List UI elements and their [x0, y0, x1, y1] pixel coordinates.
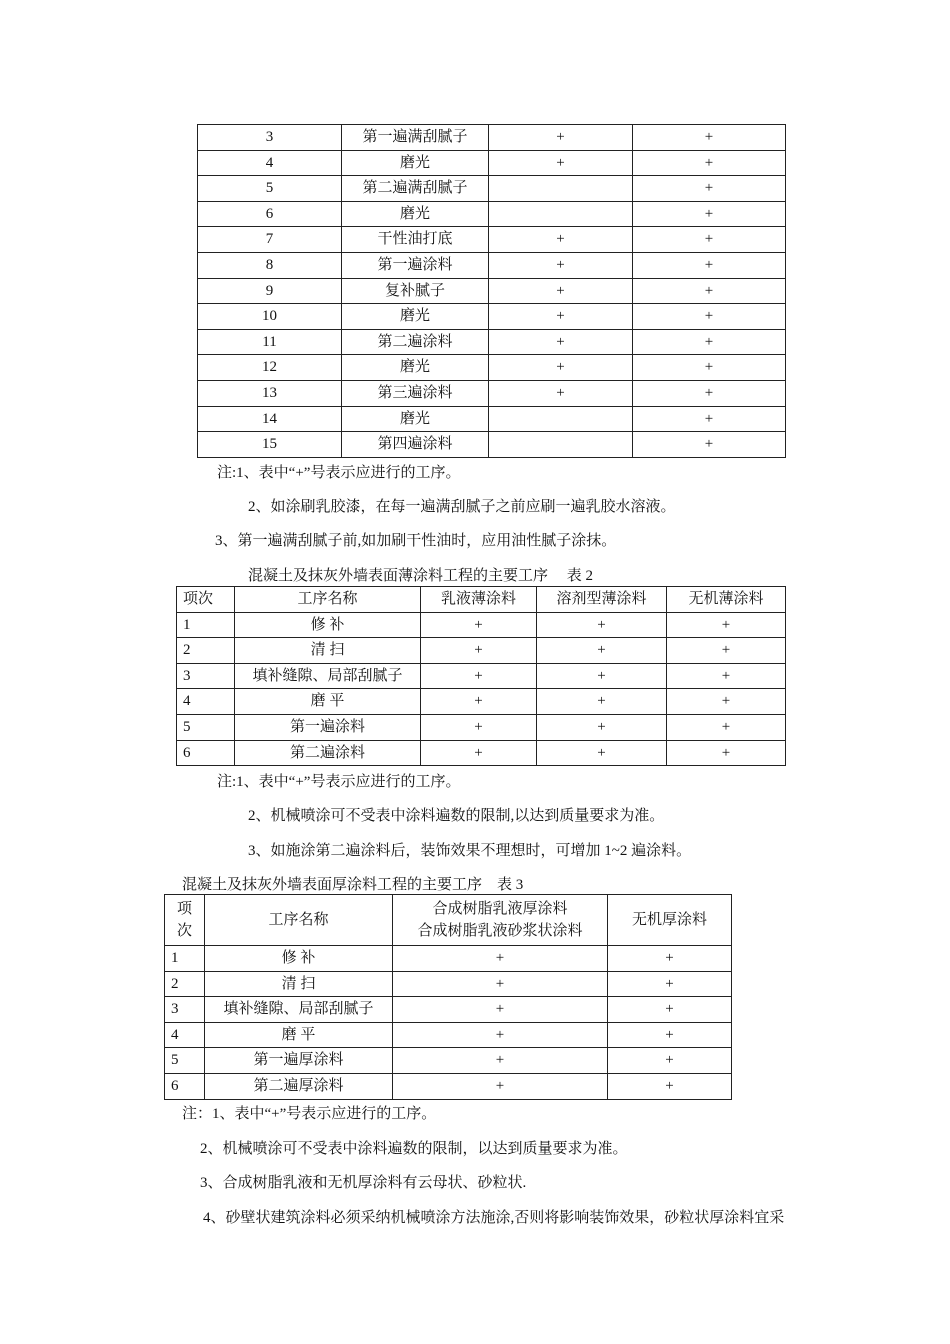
table3-note-3: 3、合成树脂乳液和无机厚涂料有云母状、砂粒状.: [200, 1175, 527, 1191]
table3-header-inorganic: 无机厚涂料: [608, 895, 732, 946]
table-cell: +: [393, 1073, 608, 1099]
table-cell: [489, 176, 633, 202]
table-cell: 第二遍满刮腻子: [342, 176, 489, 202]
table-cell: +: [421, 714, 537, 740]
table-cell: +: [489, 227, 633, 253]
table-cell: +: [667, 714, 786, 740]
table-cell: 5: [165, 1048, 205, 1074]
table-cell: +: [393, 946, 608, 972]
table-row: [177, 740, 786, 766]
table-row: [198, 380, 786, 406]
table3-header-index-line2: 次: [176, 923, 192, 939]
table-cell: +: [633, 201, 786, 227]
table-cell: 4: [177, 689, 235, 715]
table-cell: +: [489, 252, 633, 278]
table-cell: 填补缝隙、局部刮腻子: [235, 663, 421, 689]
table-cell: 干性油打底: [342, 227, 489, 253]
table-cell: +: [633, 329, 786, 355]
table-cell: +: [667, 612, 786, 638]
table-cell: [489, 201, 633, 227]
table-cell: +: [537, 714, 667, 740]
table-cell: 3: [198, 125, 342, 151]
table-1: [197, 124, 786, 458]
table-cell: +: [667, 663, 786, 689]
table-cell: +: [633, 432, 786, 458]
table-cell: +: [633, 252, 786, 278]
table3-header-resin-line2: 合成树脂乳液砂浆状涂料: [417, 923, 583, 939]
table-2: [176, 586, 786, 766]
table-row: [198, 432, 786, 458]
table-row: [177, 689, 786, 715]
table-cell: +: [489, 355, 633, 381]
table-cell: +: [489, 304, 633, 330]
table3-header-resin: [393, 895, 608, 946]
table-cell: [489, 406, 633, 432]
table1-note-1: 注:1、表中“+”号表示应进行的工序。: [217, 465, 461, 481]
table-row: [198, 278, 786, 304]
table-cell: 磨光: [342, 304, 489, 330]
table-cell: 5: [198, 176, 342, 202]
table-cell: +: [633, 125, 786, 151]
table-cell: 第四遍涂料: [342, 432, 489, 458]
table-cell: +: [393, 997, 608, 1023]
table-cell: 磨光: [342, 355, 489, 381]
table3-note-1: 注：1、表中“+”号表示应进行的工序。: [182, 1106, 437, 1122]
table-cell: 第二遍厚涂料: [205, 1073, 393, 1099]
table-cell: 1: [177, 612, 235, 638]
table-cell: +: [608, 1073, 732, 1099]
table-cell: 第一遍涂料: [235, 714, 421, 740]
table-cell: +: [421, 689, 537, 715]
table-cell: 4: [198, 150, 342, 176]
table-cell: +: [421, 638, 537, 664]
table2-header-row: [177, 587, 786, 613]
table-cell: +: [489, 329, 633, 355]
table-cell: 6: [165, 1073, 205, 1099]
table-row: [165, 946, 732, 972]
table-cell: 11: [198, 329, 342, 355]
table-cell: 修 补: [235, 612, 421, 638]
table2-header-emulsion: 乳液薄涂料: [421, 587, 537, 613]
table-cell: +: [633, 355, 786, 381]
table-cell: 清 扫: [205, 971, 393, 997]
table-row: [198, 125, 786, 151]
table-cell: +: [667, 689, 786, 715]
table1-note-3: 3、第一遍满刮腻子前,如加刷干性油时，应用油性腻子涂抹。: [215, 533, 617, 549]
table-cell: 第一遍涂料: [342, 252, 489, 278]
table-row: [198, 355, 786, 381]
table-cell: 5: [177, 714, 235, 740]
table-row: [177, 663, 786, 689]
table-cell: +: [393, 971, 608, 997]
table-row: [198, 252, 786, 278]
table-cell: 复补腻子: [342, 278, 489, 304]
table-cell: +: [393, 1048, 608, 1074]
table-cell: 7: [198, 227, 342, 253]
table-3: [164, 894, 732, 1100]
table-row: [165, 971, 732, 997]
table-cell: 8: [198, 252, 342, 278]
table3-note-4: 4、砂壁状建筑涂料必须采纳机械喷涂方法施涂,否则将影响装饰效果，砂粒状厚涂料宜采: [203, 1210, 785, 1226]
table-cell: 磨 平: [205, 1022, 393, 1048]
table-cell: +: [421, 740, 537, 766]
table-cell: 12: [198, 355, 342, 381]
table-row: [177, 714, 786, 740]
table-row: [165, 1073, 732, 1099]
table-cell: 第二遍涂料: [342, 329, 489, 355]
table2-note-2: 2、机械喷涂可不受表中涂料遍数的限制,以达到质量要求为准。: [248, 808, 665, 824]
table2-header-step: 工序名称: [235, 587, 421, 613]
table3-header-index: [165, 895, 205, 946]
table-cell: +: [537, 612, 667, 638]
table-row: [198, 201, 786, 227]
table-cell: +: [633, 304, 786, 330]
table-cell: +: [608, 997, 732, 1023]
table-row: [198, 150, 786, 176]
table-cell: 清 扫: [235, 638, 421, 664]
table-cell: 第三遍涂料: [342, 380, 489, 406]
table-cell: 3: [177, 663, 235, 689]
table-cell: 2: [177, 638, 235, 664]
table3-header-step: 工序名称: [205, 895, 393, 946]
table-cell: 第一遍厚涂料: [205, 1048, 393, 1074]
table-cell: +: [421, 663, 537, 689]
table-cell: +: [608, 971, 732, 997]
table-cell: 10: [198, 304, 342, 330]
table-cell: +: [667, 638, 786, 664]
table-cell: 磨光: [342, 150, 489, 176]
table-cell: 4: [165, 1022, 205, 1048]
table-cell: 15: [198, 432, 342, 458]
table-cell: +: [633, 150, 786, 176]
table3-note-2: 2、机械喷涂可不受表中涂料遍数的限制，以达到质量要求为准。: [200, 1141, 628, 1157]
table-cell: 修 补: [205, 946, 393, 972]
table3-caption: 混凝土及抹灰外墙表面厚涂料工程的主要工序 表 3: [182, 877, 524, 893]
table-cell: +: [633, 380, 786, 406]
table-cell: 磨 平: [235, 689, 421, 715]
table3-header-resin-line1: 合成树脂乳液厚涂料: [432, 900, 568, 917]
table-cell: +: [633, 406, 786, 432]
table-cell: +: [537, 663, 667, 689]
table2-note-1: 注:1、表中“+”号表示应进行的工序。: [217, 774, 461, 790]
table-cell: [489, 432, 633, 458]
table-cell: +: [489, 125, 633, 151]
table2-header-inorganic: 无机薄涂料: [667, 587, 786, 613]
table-cell: +: [489, 278, 633, 304]
table-row: [177, 638, 786, 664]
table-cell: 9: [198, 278, 342, 304]
table-cell: 磨光: [342, 406, 489, 432]
table-row: [165, 1048, 732, 1074]
table-cell: +: [421, 612, 537, 638]
table-cell: 第二遍涂料: [235, 740, 421, 766]
table-row: [198, 227, 786, 253]
table-cell: +: [608, 946, 732, 972]
table-cell: 2: [165, 971, 205, 997]
table-cell: +: [489, 380, 633, 406]
table-cell: 磨光: [342, 201, 489, 227]
table-cell: +: [537, 638, 667, 664]
table2-header-solvent: 溶剂型薄涂料: [537, 587, 667, 613]
table-cell: 1: [165, 946, 205, 972]
table-cell: +: [608, 1048, 732, 1074]
table-cell: +: [489, 150, 633, 176]
table-cell: 14: [198, 406, 342, 432]
table-cell: 6: [177, 740, 235, 766]
table-cell: +: [667, 740, 786, 766]
table-cell: +: [537, 689, 667, 715]
table-cell: 6: [198, 201, 342, 227]
table-row: [198, 176, 786, 202]
table-cell: 13: [198, 380, 342, 406]
table-row: [198, 304, 786, 330]
table-cell: 3: [165, 997, 205, 1023]
table2-header-index: 项次: [177, 587, 235, 613]
table-row: [165, 1022, 732, 1048]
table-cell: 填补缝隙、局部刮腻子: [205, 997, 393, 1023]
table-cell: 第一遍满刮腻子: [342, 125, 489, 151]
table3-header-index-line1: 项: [176, 900, 192, 917]
table-cell: +: [393, 1022, 608, 1048]
table-cell: +: [633, 176, 786, 202]
table-row: [165, 997, 732, 1023]
table-cell: +: [633, 278, 786, 304]
table-row: [198, 329, 786, 355]
table2-caption: 混凝土及抹灰外墙表面薄涂料工程的主要工序 表 2: [248, 568, 594, 584]
table3-header-row: [165, 895, 732, 946]
table-row: [177, 612, 786, 638]
table-row: [198, 406, 786, 432]
table-cell: +: [537, 740, 667, 766]
table2-note-3: 3、如施涂第二遍涂料后，装饰效果不理想时，可增加 1~2 遍涂料。: [248, 843, 692, 859]
table-cell: +: [608, 1022, 732, 1048]
table1-note-2: 2、如涂刷乳胶漆，在每一遍满刮腻子之前应刷一遍乳胶水溶液。: [248, 499, 676, 515]
table-cell: +: [633, 227, 786, 253]
